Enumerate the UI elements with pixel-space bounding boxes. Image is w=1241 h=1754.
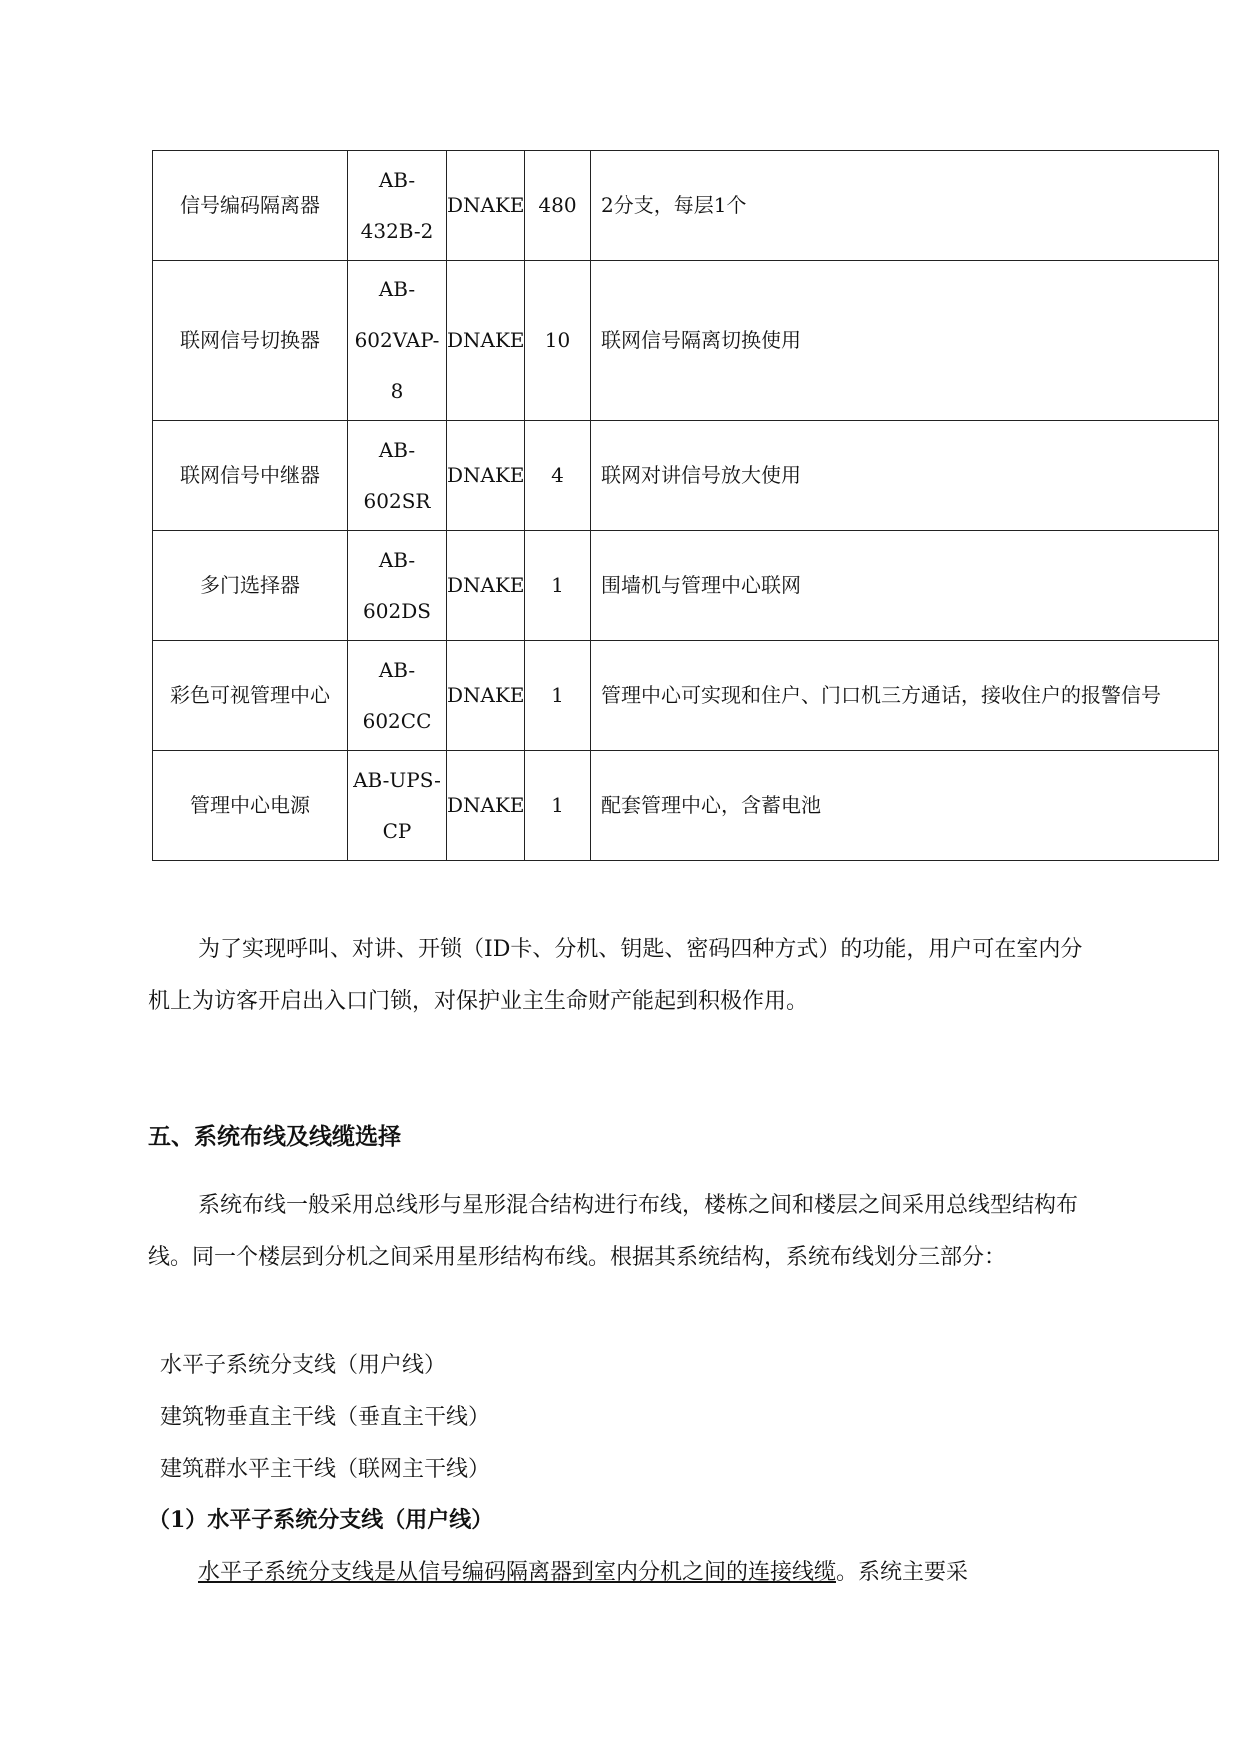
section-paragraph: 系统布线一般采用总线形与星形混合结构进行布线，楼栋之间和楼层之间采用总线型结构布线。同一个楼层到分机之间采用星形结构布线。根据其系统结构，系统布线划分三部分： bbox=[148, 1193, 1079, 1270]
table-row bbox=[153, 421, 1219, 531]
brand: DNAKE bbox=[447, 573, 525, 597]
brand: DNAKE bbox=[447, 193, 525, 217]
model-line: 602VAP- bbox=[354, 328, 440, 352]
equipment-table bbox=[152, 150, 1219, 861]
quantity-cell bbox=[525, 751, 591, 861]
device-name: 管理中心电源 bbox=[190, 793, 310, 817]
note: 配套管理中心，含蓄电池 bbox=[601, 793, 821, 817]
note-cell bbox=[591, 531, 1219, 641]
brand: DNAKE bbox=[447, 793, 525, 817]
model-line: 602DS bbox=[363, 598, 431, 623]
device-name: 联网信号切换器 bbox=[180, 328, 320, 352]
quantity: 1 bbox=[551, 683, 564, 707]
paragraph-text: 。系统主要采 bbox=[836, 1560, 969, 1585]
device-name-cell bbox=[153, 421, 348, 531]
note: 管理中心可实现和住户、门口机三方通话，接收住户的报警信号 bbox=[601, 683, 1161, 707]
model-line: AB- bbox=[378, 437, 416, 462]
device-name: 彩色可视管理中心 bbox=[170, 683, 330, 707]
brand: DNAKE bbox=[447, 463, 525, 487]
note: 围墙机与管理中心联网 bbox=[601, 573, 801, 597]
note-cell bbox=[591, 261, 1219, 421]
device-name-cell bbox=[153, 751, 348, 861]
model-cell bbox=[348, 641, 447, 751]
device-name: 多门选择器 bbox=[200, 573, 300, 597]
brand-cell bbox=[447, 641, 525, 751]
table-row bbox=[153, 531, 1219, 641]
note-cell bbox=[591, 641, 1219, 751]
brand-cell bbox=[447, 151, 525, 261]
model-line: 8 bbox=[390, 379, 404, 403]
brand-cell bbox=[447, 531, 525, 641]
sub-heading: （1）水平子系统分支线（用户线） bbox=[148, 1507, 494, 1533]
device-name: 联网信号中继器 bbox=[180, 463, 320, 487]
table-row bbox=[153, 261, 1219, 421]
brand-cell bbox=[447, 751, 525, 861]
table-row bbox=[153, 751, 1219, 861]
model-line: 432B-2 bbox=[360, 218, 434, 243]
table-row bbox=[153, 641, 1219, 751]
model-cell bbox=[348, 261, 447, 421]
model-line: 602SR bbox=[363, 488, 431, 513]
brand: DNAKE bbox=[447, 328, 525, 352]
model-line: AB- bbox=[378, 657, 416, 682]
brand: DNAKE bbox=[447, 683, 525, 707]
list-item: 水平子系统分支线（用户线） bbox=[160, 1353, 447, 1378]
brand-cell bbox=[447, 421, 525, 531]
note: 联网信号隔离切换使用 bbox=[601, 328, 801, 352]
model-line: AB- bbox=[378, 167, 416, 192]
note: 联网对讲信号放大使用 bbox=[601, 463, 801, 487]
note-cell bbox=[591, 751, 1219, 861]
device-name-cell bbox=[153, 151, 348, 261]
device-name-cell bbox=[153, 261, 348, 421]
device-name: 信号编码隔离器 bbox=[180, 193, 320, 217]
underlined-text: 水平子系统分支线是从信号编码隔离器到室内分机之间的连接线缆 bbox=[198, 1560, 837, 1585]
quantity: 1 bbox=[551, 793, 564, 817]
model-cell bbox=[348, 421, 447, 531]
quantity: 1 bbox=[551, 573, 564, 597]
quantity-cell bbox=[525, 531, 591, 641]
note-cell bbox=[591, 421, 1219, 531]
quantity-cell bbox=[525, 641, 591, 751]
list-item: 建筑群水平主干线（联网主干线） bbox=[160, 1457, 491, 1482]
intro-paragraph: 为了实现呼叫、对讲、开锁（ID卡、分机、钥匙、密码四种方式）的功能，用户可在室内分机上为访客开启出入口门锁，对保护业主生命财产能起到积极作用。 bbox=[148, 937, 1083, 1014]
section-heading: 五、系统布线及线缆选择 bbox=[148, 1124, 401, 1150]
quantity-cell bbox=[525, 421, 591, 531]
brand-cell bbox=[447, 261, 525, 421]
model-line: CP bbox=[382, 818, 412, 843]
quantity: 480 bbox=[538, 193, 577, 217]
quantity-cell bbox=[525, 261, 591, 421]
device-name-cell bbox=[153, 641, 348, 751]
model-cell bbox=[348, 531, 447, 641]
table-row bbox=[153, 151, 1219, 261]
note: 2分支，每层1个 bbox=[601, 193, 747, 217]
sub-paragraph bbox=[148, 1547, 1148, 1599]
model-line: 602CC bbox=[362, 708, 432, 733]
model-line: AB- bbox=[378, 547, 416, 572]
quantity: 4 bbox=[551, 463, 564, 487]
note-cell bbox=[591, 151, 1219, 261]
quantity-cell bbox=[525, 151, 591, 261]
model-cell bbox=[348, 151, 447, 261]
list-item: 建筑物垂直主干线（垂直主干线） bbox=[160, 1405, 491, 1430]
model-cell bbox=[348, 751, 447, 861]
quantity: 10 bbox=[544, 328, 571, 352]
device-name-cell bbox=[153, 531, 348, 641]
model-line: AB-UPS- bbox=[353, 767, 441, 792]
model-line: AB- bbox=[378, 277, 416, 301]
